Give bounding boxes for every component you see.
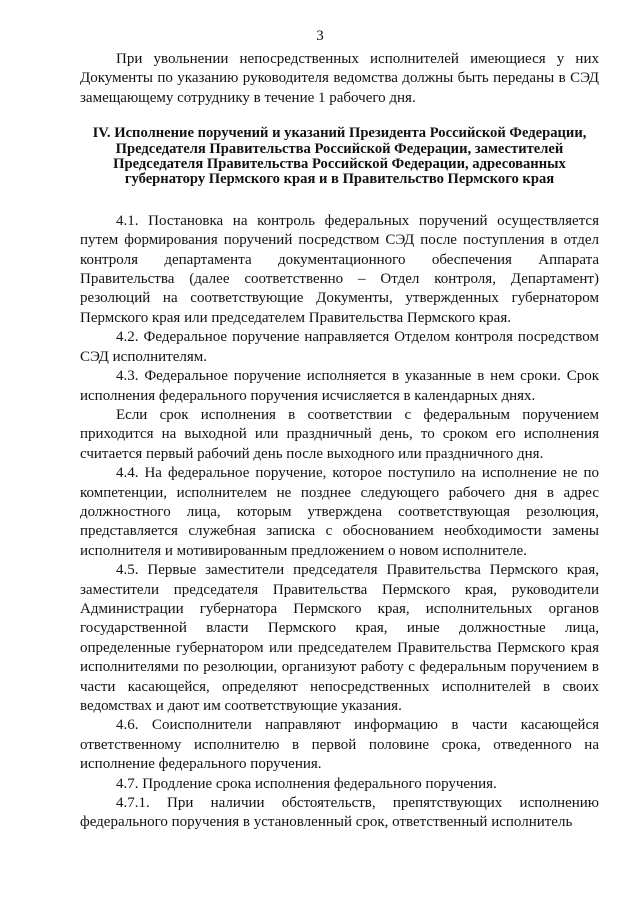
paragraph-4-6: 4.6. Соисполнители направляют информацию в части касающейся ответственному исполнителю в первой половине срока, отведенного на исполнение федерального поручения. [80,717,599,773]
document-body [80,50,599,833]
section-heading-line: IV. Исполнение поручений и указаний Президента Российской Федерации, [92,125,587,142]
section-heading [80,126,599,188]
intro-paragraph: При увольнении непосредственных исполнителей имеющиеся у них Документы по указанию руководителя ведомства должны быть переданы в СЭД замещающему сотруднику в течение 1 рабочего дня. [80,51,599,106]
page-number: 3 [316,28,324,44]
paragraph-4-4: 4.4. На федеральное поручение, которое поступило на исполнение не по компетенции, исполнителем не позднее следующего рабочего дня в адрес должностного лица, которым утверждена соответствующая резолюция, представляется служебная записка с обоснованием необходимости замены исполнителя и мотивированным предложением о новом исполнителе. [80,465,599,559]
paragraph-4-3-deadline-note: Если срок исполнения в соответствии с федеральным поручением приходится на выходной или праздничный день, то сроком его исполнения считается первый рабочий день после выходного или праздничного дня. [80,406,599,462]
paragraph-4-3: 4.3. Федеральное поручение исполняется в указанные в нем сроки. Срок исполнения федерального поручения исчисляется в календарных днях. [80,368,599,404]
paragraph-4-5: 4.5. Первые заместители председателя Правительства Пермского края, заместители председателя Правительства Пермского края, руководители Администрации губернатора Пермского края, исполнительных органов государственной власти Пермского края, иные должностные лица, определенные губернатором или председателем Правительства Пермского края исполнителями по резолюции, организуют работу с федеральным поручением в части касающейся, определяют непосредственных исполнителей в своих ведомствах и дают им соответствующие указания. [80,562,599,714]
paragraph-4-1: 4.1. Постановка на контроль федеральных поручений осуществляется путем формирования поручений посредством СЭД после поступления в отдел контроля департамента документационного обеспечения Аппарата Правительства (далее соответственно – Отдел контроля, Департамент) резолюций на соответствующие Документы, утвержденных губернатором Пермского края или председателем Правительства Пермского края. [80,212,599,326]
section-heading-line: Председателя Правительства Российской Федерации, адресованных [113,156,566,173]
paragraph-4-7-1: 4.7.1. При наличии обстоятельств, препятствующих исполнению федерального поручения в установленный срок, ответственный исполнитель [80,795,599,831]
section-heading-line: губернатору Пермского края и в Правительство Пермского края [124,171,555,188]
paragraph-4-7: 4.7. Продление срока исполнения федерального поручения. [116,775,497,792]
section-heading-line: Председателя Правительства Российской Федерации, заместителей [115,140,564,157]
paragraph-4-2: 4.2. Федеральное поручение направляется Отделом контроля посредством СЭД исполнителям. [80,329,599,365]
